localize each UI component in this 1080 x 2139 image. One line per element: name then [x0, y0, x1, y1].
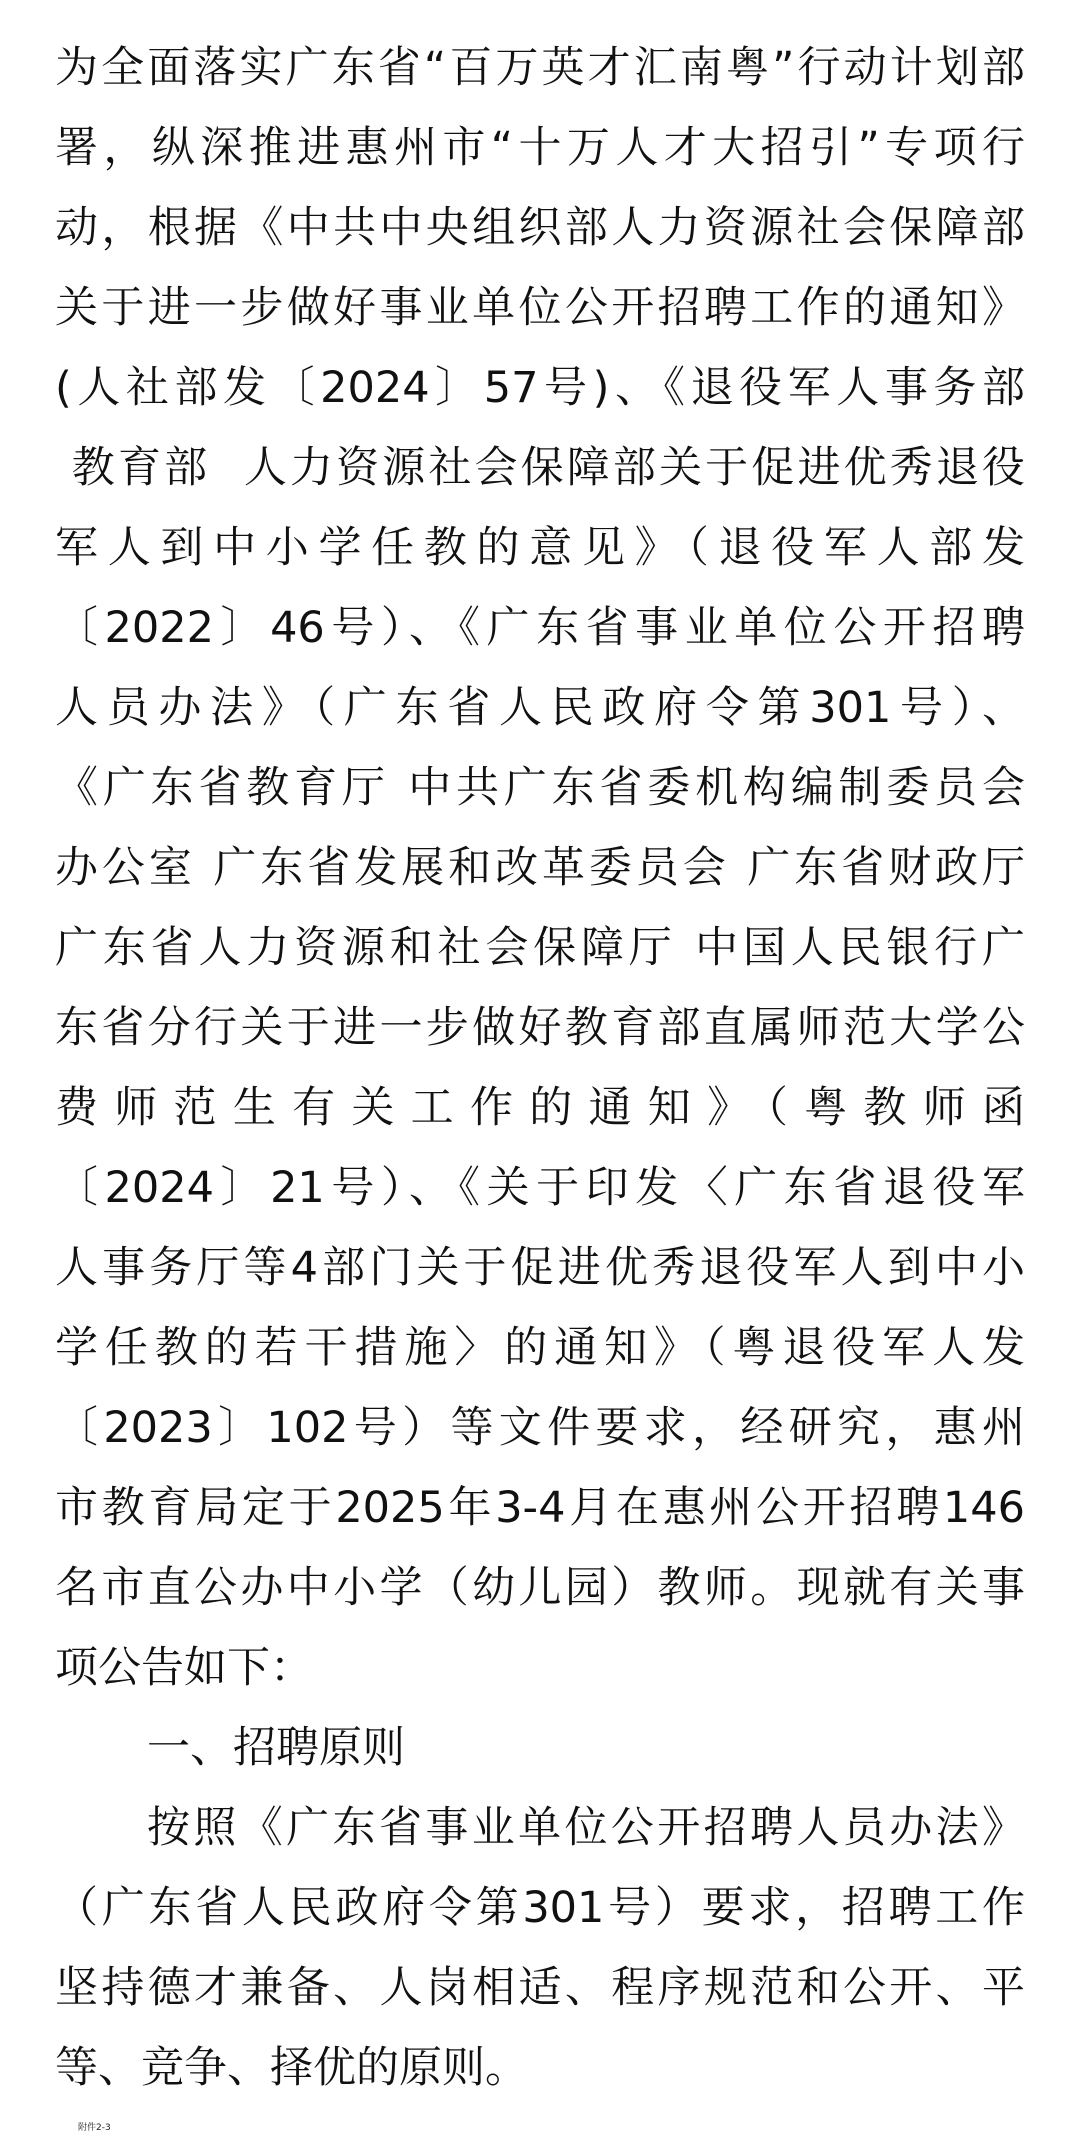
- principle-line: （广东省人民政府令第301号）要求，招聘工作: [55, 1883, 1025, 1933]
- body-line: 〔2022〕46号）、《广东省事业单位公开招聘: [55, 603, 1025, 653]
- body-line: 东省分行关于进一步做好教育部直属师范大学公: [55, 1003, 1025, 1053]
- body-line: 为全面落实广东省“百万英才汇南粤”行动计划部: [55, 43, 1025, 93]
- body-line: 关于进一步做好事业单位公开招聘工作的通知》: [55, 283, 1025, 333]
- document-body: [55, 28, 1025, 2108]
- principle-line: 按照《广东省事业单位公开招聘人员办法》: [147, 1803, 1025, 1853]
- body-line: 〔2023〕102号）等文件要求，经研究，惠州: [55, 1403, 1025, 1453]
- body-line: 市教育局定于2025年3-4月在惠州公开招聘146: [55, 1483, 1025, 1533]
- body-line: 教育部 人力资源社会保障部关于促进优秀退役: [55, 443, 1025, 493]
- body-line: 名市直公办中小学（幼儿园）教师。现就有关事: [55, 1563, 1025, 1613]
- body-line: (人社部发〔2024〕57号)、《退役军人事务部: [55, 363, 1025, 413]
- body-line: 广东省人力资源和社会保障厅 中国人民银行广: [55, 923, 1025, 973]
- body-line: 署，纵深推进惠州市“十万人才大招引”专项行: [55, 123, 1025, 173]
- body-line: 办公室 广东省发展和改革委员会 广东省财政厅: [55, 843, 1025, 893]
- body-line: 人事务厅等4部门关于促进优秀退役军人到中小: [55, 1243, 1025, 1293]
- body-line: 军人到中小学任教的意见》（退役军人部发: [55, 523, 1025, 573]
- principle-line: 等、竞争、择优的原则。: [55, 2043, 528, 2093]
- attachment-footnote: 附件2-3: [78, 2123, 111, 2133]
- body-line: 动，根据《中共中央组织部人力资源社会保障部: [55, 203, 1025, 253]
- section-heading: 一、招聘原则: [147, 1723, 405, 1773]
- body-line: 费师范生有关工作的通知》（粤教师函: [55, 1083, 1025, 1133]
- body-line: 学任教的若干措施〉的通知》（粤退役军人发: [55, 1323, 1025, 1373]
- body-line: 人员办法》（广东省人民政府令第301号）、: [55, 683, 1025, 733]
- principle-line: 坚持德才兼备、人岗相适、程序规范和公开、平: [55, 1963, 1025, 2013]
- body-line: 项公告如下：: [55, 1643, 313, 1693]
- body-line: 〔2024〕21号）、《关于印发〈广东省退役军: [55, 1163, 1025, 1213]
- body-line: 《广东省教育厅 中共广东省委机构编制委员会: [55, 763, 1025, 813]
